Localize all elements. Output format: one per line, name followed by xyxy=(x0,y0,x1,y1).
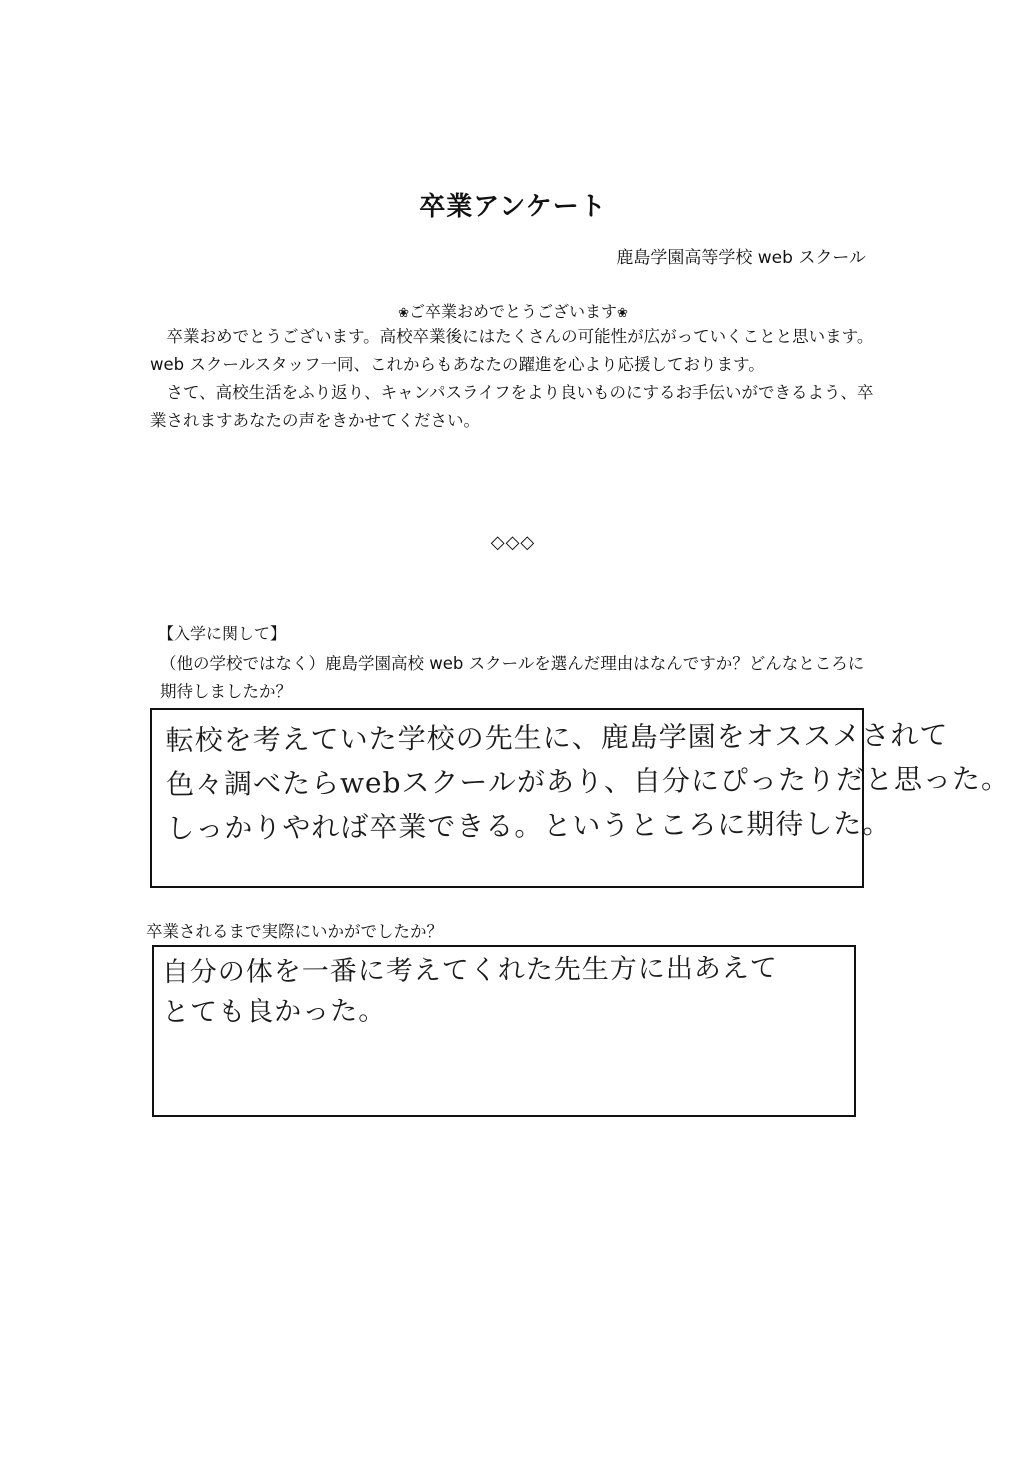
intro-paragraph: 卒業おめでとうございます。高校卒業後にはたくさんの可能性が広がっていくことと思います。web スクールスタッフ一同、これからもあなたの躍進を心より応援しております。 xyxy=(150,327,874,374)
congrats-heading xyxy=(0,299,1026,322)
congrats-heading-text: ご卒業おめでとうございます xyxy=(408,302,617,321)
answer-line: しっかりやれば卒業できる。というところに期待した。 xyxy=(166,806,892,845)
section-divider: ◇◇◇ xyxy=(490,532,536,553)
school-name: 鹿島学園高等学校 web スクール xyxy=(616,248,866,268)
answer-line: とても良かった。 xyxy=(162,995,387,1029)
flower-icon: ❀ xyxy=(398,306,409,321)
question-experience: 卒業されるまで実際にいかがでしたか？ xyxy=(146,922,443,941)
answer-line: 転校を考えていた学校の先生に、鹿島学園をオススメされて xyxy=(165,718,949,757)
handwritten-answer xyxy=(162,949,779,1033)
answer-line: 自分の体を一番に考えてくれた先生方に出あえて xyxy=(161,952,778,989)
section-heading-admission: 【入学に関して】 xyxy=(158,624,287,643)
answer-box-reason xyxy=(150,708,1011,888)
handwritten-answer xyxy=(166,713,1011,851)
question-reason: （他の学校ではなく）鹿島学園高校 web スクールを選んだ理由はなんですか？どんなところに期待しましたか？ xyxy=(160,654,865,701)
survey-title: 卒業アンケート xyxy=(419,192,607,222)
answer-line: 色々調べたらwebスクールがあり、自分にぴったりだと思った。 xyxy=(165,762,1011,801)
answer-box-experience xyxy=(152,945,856,1117)
intro-paragraph: さて、高校生活をふり返り、キャンパスライフをより良いものにするお手伝いができるよう、卒業されますあなたの声をきかせてください。 xyxy=(150,383,874,430)
intro-text xyxy=(150,323,880,435)
flower-icon: ❀ xyxy=(617,306,628,321)
